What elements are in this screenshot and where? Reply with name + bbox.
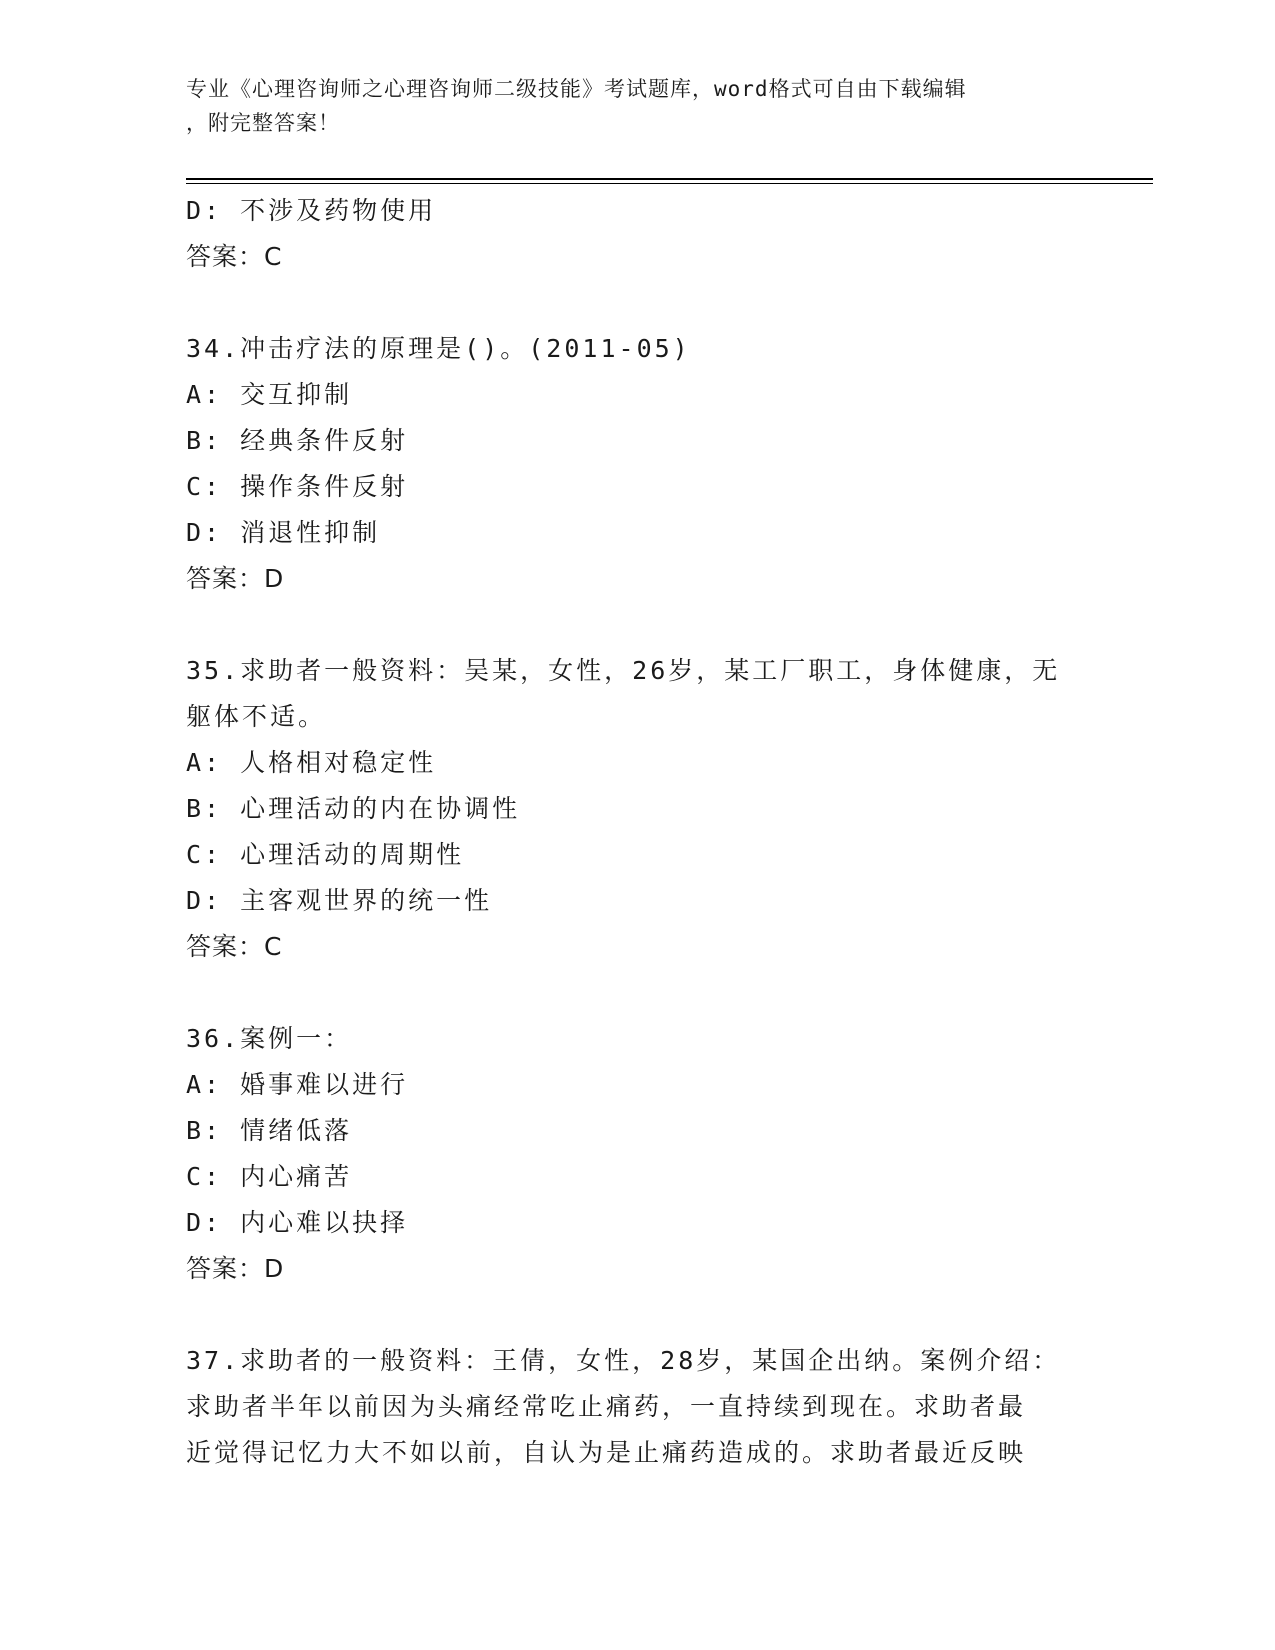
option-b: B: 心理活动的内在协调性: [186, 794, 521, 823]
question-stem: 36.案例一：: [186, 1024, 353, 1053]
header-divider-thick: [186, 178, 1153, 180]
header-line-1: 专业《心理咨询师之心理咨询师二级技能》考试题库，word格式可自由下载编辑: [186, 77, 967, 101]
answer-line: 答案：C: [186, 242, 283, 271]
question-list: [186, 188, 1086, 1476]
question-stem-continued: 求助者半年以前因为头痛经常吃止痛药，一直持续到现在。求助者最: [186, 1392, 1027, 1421]
document-header: [186, 72, 1086, 140]
option-d: D: 消退性抑制: [186, 518, 381, 547]
option-d: D: 主客观世界的统一性: [186, 886, 493, 915]
question-item: [186, 648, 1086, 970]
header-line-2: ，附完整答案！: [186, 111, 340, 135]
spacer: [186, 1292, 1086, 1338]
option-d: D: 不涉及药物使用: [186, 196, 437, 225]
spacer: [186, 602, 1086, 648]
option-a: A: 交互抑制: [186, 380, 353, 409]
answer-line: 答案：C: [186, 932, 283, 961]
option-d: D: 内心难以抉择: [186, 1208, 409, 1237]
spacer: [186, 970, 1086, 1016]
option-c: C: 内心痛苦: [186, 1162, 353, 1191]
answer-line: 答案：D: [186, 564, 285, 593]
question-stem: 35.求助者一般资料：吴某，女性，26岁，某工厂职工，身体健康，无: [186, 656, 1061, 685]
question-item: [186, 1016, 1086, 1292]
option-a: A: 人格相对稳定性: [186, 748, 437, 777]
option-b: B: 情绪低落: [186, 1116, 353, 1145]
question-stem-continued: 近觉得记忆力大不如以前，自认为是止痛药造成的。求助者最近反映: [186, 1438, 1027, 1467]
question-item: [186, 1338, 1086, 1476]
option-c: C: 操作条件反射: [186, 472, 409, 501]
spacer: [186, 280, 1086, 326]
question-stem: 34.冲击疗法的原理是()。(2011-05): [186, 334, 691, 363]
answer-line: 答案：D: [186, 1254, 285, 1283]
question-item: [186, 326, 1086, 602]
option-a: A: 婚事难以进行: [186, 1070, 409, 1099]
option-b: B: 经典条件反射: [186, 426, 409, 455]
header-divider-thin: [186, 183, 1153, 184]
question-stem: 37.求助者的一般资料：王倩，女性，28岁，某国企出纳。案例介绍：: [186, 1346, 1061, 1375]
option-c: C: 心理活动的周期性: [186, 840, 465, 869]
question-stem-continued: 躯体不适。: [186, 702, 327, 731]
